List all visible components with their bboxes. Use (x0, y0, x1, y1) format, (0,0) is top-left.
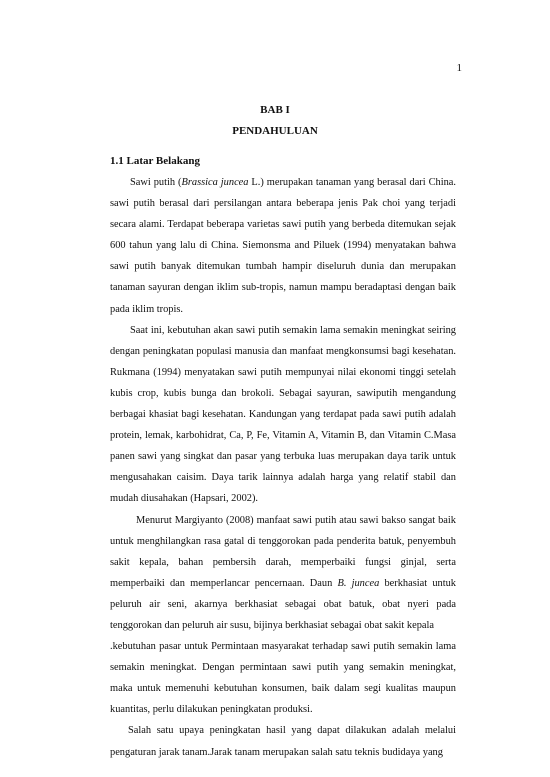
paragraph-1 (110, 172, 456, 320)
species-abbrev: B. juncea (337, 577, 380, 589)
paragraph-3-text-a: Menurut Margiyanto (2008) manfaat sawi putih atau sawi bakso sangat baik untuk menghilangkan rasa gatal di tenggorokan pada penderita batuk, penyembuh sakit kepala, bahan pembersih darah, memperbaiki fungsi ginjal, serta memperbaiki dan memperlancar pencernaan. Daun (110, 514, 456, 589)
chapter-label: BAB I (260, 104, 290, 116)
paragraph-1-text-a: Sawi putih ( (130, 177, 182, 188)
page-number: 1 (456, 62, 462, 74)
paragraph-4: .kebutuhan pasar untuk Permintaan masyarakat terhadap sawi putih semakin lama semakin meningkat. Dengan permintaan sawi putih yang semakin meningkat, maka untuk memenuhi kebutuhan konsumen, baik dalam segi kualitas maupun kuantitas, perlu dilakukan peningkatan produksi. (110, 641, 456, 716)
paragraph-3-text-c: berkhasiat untuk peluruh air seni, akarnya berkhasiat sebagai obat batuk, obat nyeri pada tenggorokan dan peluruh air susu, bijinya berkhasiat sebagai obat sakit kepala (110, 577, 456, 631)
paragraph-3 (110, 510, 456, 637)
paragraph-5: Salah satu upaya peningkatan hasil yang dapat dilakukan adalah melalui pengaturan jarak tanam.Jarak tanam merupakan salah satu teknis budidaya yang (110, 725, 456, 758)
paragraph-2: Saat ini, kebutuhan akan sawi putih semakin lama semakin meningkat seiring dengan peningkatan populasi manusia dan manfaat mengkonsumsi bagi kesehatan. Rukmana (1994) menyatakan sawi putih mempunyai nilai ekonomi tinggi setelah kubis crop, kubis bunga dan brokoli. Sebagai sayuran, sawiputih mengandung berbagai khasiat bagi kesehatan. Kandungan yang terdapat pada sawi putih adalah protein, lemak, karbohidrat, Ca, P, Fe, Vitamin A, Vitamin B, dan Vitamin C.Masa panen sawi yang singkat dan pasar yang terbuka luas merupakan daya tarik untuk mengusahakan caisim. Daya tarik lainnya adalah harga yang relatif stabil dan mudah diusahakan (Hapsari, 2002). (110, 324, 456, 505)
section-heading: 1.1 Latar Belakang (110, 155, 200, 167)
paragraph-1-text-c: L.) merupakan tanaman yang berasal dari China. sawi putih berasal dari persilangan antara beberapa jenis Pak choi yang terjadi secara alami. Terdapat beberapa varietas sawi putih yang berbeda ditemukan sejak 600 tahun yang lalu di China. Siemonsma and Piluek (1994) menyatakan bahwa sawi putih banyak ditemukan tumbah hampir diseluruh dunia dan merupakan tanaman sayuran dengan iklim sub-tropis, namun mampu beradaptasi dengan baik pada iklim tropis. (110, 177, 457, 315)
chapter-title: PENDAHULUAN (232, 125, 318, 137)
body-text (110, 172, 456, 763)
scientific-name: Brassica juncea (181, 177, 249, 188)
